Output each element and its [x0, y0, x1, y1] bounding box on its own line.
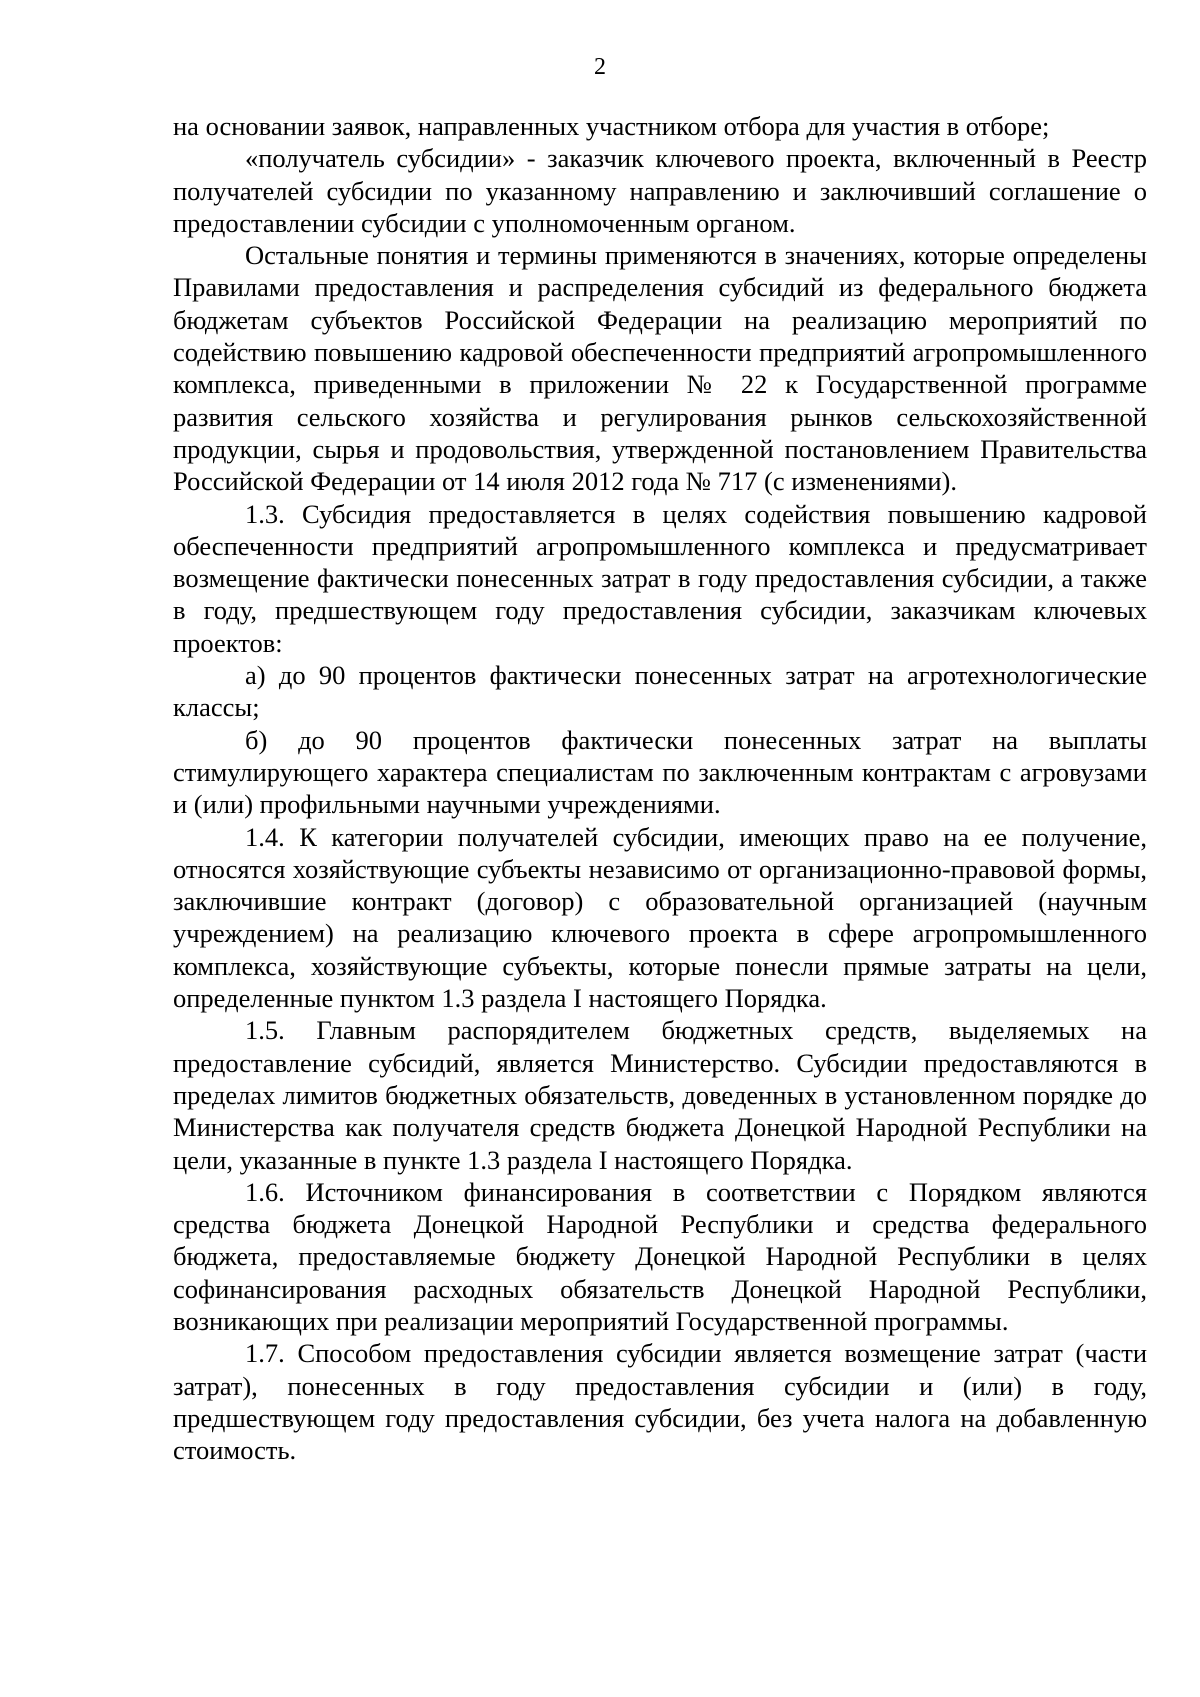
- paragraph-section-1-4: 1.4. К категории получателей субсидии, имеющих право на ее получение, относятся хозяйствующие субъекты независимо от организационно-правовой формы, заключившие контракт (договор) с образовательной организацией (научным учреждением) на реализацию ключевого проекта в сфере агропромышленного комплекса, хозяйствующие субъекты, которые понесли прямые затраты на цели, определенные пунктом 1.3 раздела I настоящего Порядка.: [173, 821, 1147, 1014]
- paragraph-continuation: на основании заявок, направленных участником отбора для участия в отборе;: [173, 111, 1050, 141]
- paragraph-section-1-3: 1.3. Субсидия предоставляется в целях содействия повышению кадровой обеспеченности предприятий агропромышленного комплекса и предусматривает возмещение фактически понесенных затрат в году предоставления субсидии, а также в году, предшествующем году предоставления субсидии, заказчикам ключевых проектов:: [173, 498, 1147, 658]
- paragraph-section-1-7: 1.7. Способом предоставления субсидии является возмещение затрат (части затрат), понесенных в году предоставления субсидии и (или) в году, предшествующем году предоставления субсидии, без учета налога на добавленную стоимость.: [173, 1338, 1147, 1466]
- paragraph-section-1-5: 1.5. Главным распорядителем бюджетных средств, выделяемых на предоставление субсидий, является Министерство. Субсидии предоставляются в пределах лимитов бюджетных обязательств, доведенных в установленном порядке до Министерства как получателя средств бюджета Донецкой Народной Республики на цели, указанные в пункте 1.3 раздела I настоящего Порядка.: [173, 1015, 1147, 1175]
- paragraph-recipient-definition: «получатель субсидии» - заказчик ключевого проекта, включенный в Реестр получателей субсидии по указанному направлению и заключивший соглашение о предоставлении субсидии с уполномоченным органом.: [173, 143, 1147, 238]
- paragraph-item-b: б) до 90 процентов фактически понесенных затрат на выплаты стимулирующего характера специалистам по заключенным контрактам с агровузами и (или) профильными научными учреждениями.: [173, 724, 1147, 820]
- paragraph-section-1-6: 1.6. Источником финансирования в соответствии с Порядком являются средства бюджета Донецкой Народной Республики и средства федерального бюджета, предоставляемые бюджету Донецкой Народной Республики в целях софинансирования расходных обязательств Донецкой Народной Республики, возникающих при реализации мероприятий Государственной программы.: [173, 1176, 1147, 1336]
- page-number: 2: [594, 54, 606, 80]
- paragraph-item-a: а) до 90 процентов фактически понесенных затрат на агротехнологические классы;: [173, 660, 1147, 723]
- document-body: [173, 110, 1147, 1466]
- paragraph-other-terms: Остальные понятия и термины применяются в значениях, которые определены Правилами предоставления и распределения субсидий из федерального бюджета бюджетам субъектов Российской Федерации на реализацию мероприятий по содействию повышению кадровой обеспеченности предприятий агропромышленного комплекса, приведенными в приложении № 22 к Государственной программе развития сельского хозяйства и регулирования рынков сельскохозяйственной продукции, сырья и продовольствия, утвержденной постановлением Правительства Российской Федерации от 14 июля 2012 года № 717 (с изменениями).: [173, 240, 1147, 497]
